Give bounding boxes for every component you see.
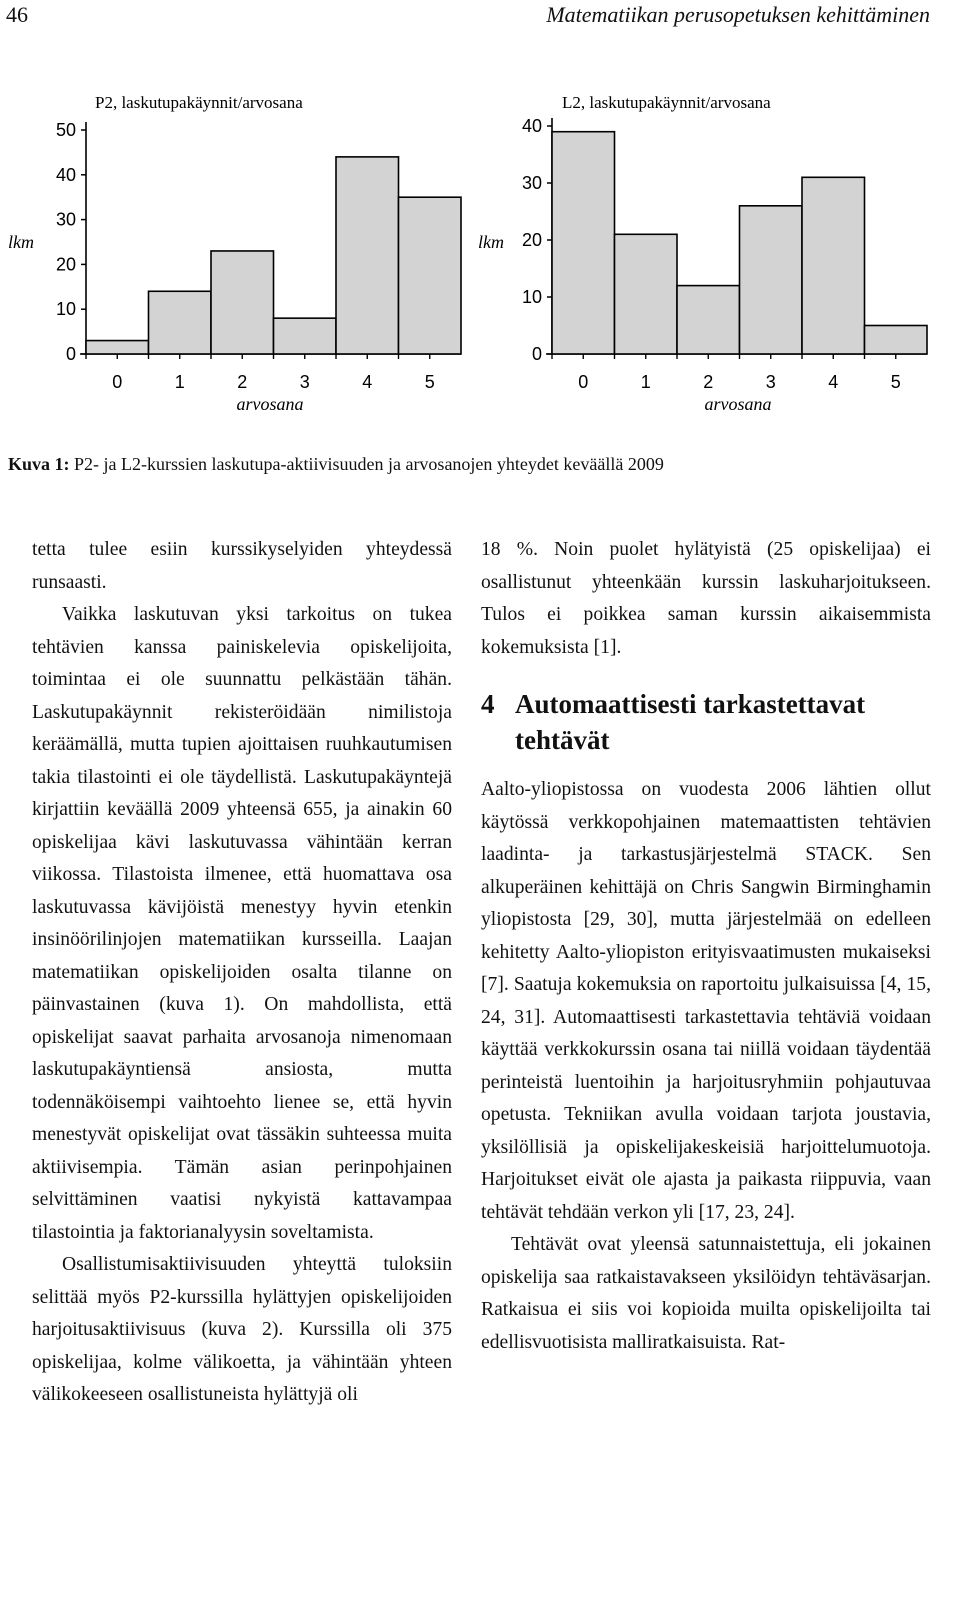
y-tick-label: 10 [55, 299, 76, 320]
paragraph: Aalto-yliopistossa on vuodesta 2006 lähtien ollut käytössä verkkopohjainen matemaattisten tehtävien laadinta- ja tarkastusjärjestelmä STACK. Sen alkuperäinen kehittäjä on Chris Sangwin Birminghamin yliopistosta [29, 30], mutta järjestelmää on edelleen kehitetty Aalto-yliopiston erityisvaatimusten mukaiseksi [7]. Saatuja kokemuksia on raportoitu julkaisuissa [4, 15, 24, 31]. Automaattisesti tarkastettavia tehtäviä voidaan käyttää verkkokurssin osana tai niillä voidaan täydentää perinteistä luentoihin ja harjoitusryhmiin pohjautuvaa opetusta. Tekniikan avulla voidaan tarjota joustavia, yksilöllisiä ja opiskelijakeskeisiä harjoittelumuotoja. Harjoitukset eivät ole ajasta ja paikasta riippuvia, vaan tehtävät tehdään verkon yli [17, 23, 24]. [481, 779, 931, 1223]
x-tick-label: 1 [174, 372, 185, 392]
chart-p2-histogram [0, 80, 470, 420]
y-tick-label: 30 [521, 173, 542, 193]
y-tick-label: 0 [531, 344, 542, 364]
paragraph: tetta tulee esiin kurssikyselyiden yhteydessä runsaasti. [32, 539, 452, 593]
y-tick-label: 30 [55, 209, 76, 230]
y-tick-label: 40 [55, 164, 76, 185]
y-axis-label: lkm [478, 232, 504, 252]
chart-l2-histogram [470, 80, 940, 420]
right-column [481, 534, 931, 1359]
y-tick-label: 10 [521, 287, 542, 307]
histogram-bar [740, 206, 803, 354]
paragraph: Tehtävät ovat yleensä satunnaistettuja, eli jokainen opiskelija saa ratkaistavakseen yksilöidyn tehtäväsarjan. Ratkaisua ei siis voi kopioida muilta opiskelijoilta tai edellisvuotisista malliratkaisuista. Rat- [481, 1234, 931, 1353]
x-tick-label: 2 [703, 372, 714, 392]
histogram-bar [86, 341, 149, 354]
chart-title: L2, laskutupakäynnit/arvosana [562, 93, 771, 112]
histogram-bar [677, 286, 740, 354]
histogram-bar [274, 318, 337, 354]
caption-label: Kuva 1: [8, 454, 70, 474]
x-tick-label: 4 [828, 372, 839, 392]
histogram-bar [399, 197, 462, 354]
page-number: 46 [6, 2, 28, 27]
y-tick-label: 20 [521, 230, 542, 250]
paragraph: 18 %. Noin puolet hylätyistä (25 opiskelijaa) ei osallistunut yhteenkään kurssin laskuharjoitukseen. Tulos ei poikkea saman kurssin aikaisemmista kokemuksista [1]. [481, 539, 931, 658]
page-header [0, 0, 960, 40]
y-tick-label: 50 [55, 120, 76, 140]
histogram-bar [211, 251, 274, 354]
x-tick-label: 1 [640, 372, 651, 392]
x-tick-label: 3 [299, 372, 310, 392]
section-heading [481, 686, 931, 758]
paragraph: Osallistumisaktiivisuuden yhteyttä tuloksiin selittää myös P2-kurssilla hylättyjen opiskelijoiden harjoitusaktiivisuus (kuva 2). Kurssilla oli 375 opiskelijaa, kolme välikoetta, ja vähintään yhteen välikokeeseen osallistuneista hylättyjä oli [32, 1254, 452, 1405]
histogram-bar [149, 291, 212, 354]
y-tick-label: 0 [65, 344, 76, 364]
x-axis-label: arvosana [236, 394, 304, 414]
histogram-bar [552, 132, 615, 354]
figure-caption [8, 451, 948, 477]
caption-text: P2- ja L2-kurssien laskutupa-aktiivisuuden ja arvosanojen yhteydet keväällä 2009 [69, 454, 664, 474]
x-tick-label: 0 [578, 372, 589, 392]
x-tick-label: 5 [890, 372, 901, 392]
chart-title: P2, laskutupakäynnit/arvosana [95, 93, 303, 112]
histogram-bar [336, 157, 399, 354]
histogram-bar [865, 326, 928, 355]
x-tick-label: 5 [424, 372, 435, 392]
figure-1 [0, 80, 960, 430]
x-axis-label: arvosana [704, 394, 772, 414]
x-tick-label: 0 [112, 372, 123, 392]
histogram-bar [802, 177, 865, 354]
section-title: Automaattisesti tarkastettavat tehtävät [515, 689, 866, 755]
y-axis-label: lkm [8, 232, 34, 252]
left-column [32, 534, 452, 1412]
y-tick-label: 20 [55, 254, 76, 275]
histogram-bar [615, 234, 678, 354]
running-title: Matematiikan perusopetuksen kehittäminen [546, 2, 930, 27]
y-tick-label: 40 [521, 116, 542, 136]
paragraph: Vaikka laskutuvan yksi tarkoitus on tukea tehtävien kanssa painiskelevia opiskelijoita, toimintaa ei ole suunnattu pelkästään tähän. Laskutupakäynnit rekisteröidään nimilistoja keräämällä, mutta tupien ajoittaisen ruuhkautumisen takia tilastointi ei ole täydellistä. Laskutupakäyntejä kirjattiin keväällä 2009 yhteensä 655, ja ainakin 60 opiskelijaa kävi laskutuvassa vähintään kerran viikossa. Tilastoista ilmenee, että huomattava osa laskutuvassa kävijöistä menestyy hyvin etenkin insinöörilinjojen matematiikan kursseilla. Laajan matematiikan opiskelijoiden osalta tilanne on päinvastainen (kuva 1). On mahdollista, että opiskelijat saavat parhaita arvosanoja nimenomaan laskutupakäyntiensä ansiosta, mutta todennäköisempi vaihtoehto lienee se, että hyvin menestyvät opiskelijat ovat tässäkin suhteessa muita aktiivisempia. Tämän asian perinpohjainen selvittäminen vaatisi nykyistä kattavampaa tilastointia ja faktorianalyysin soveltamista. [32, 604, 452, 1243]
x-tick-label: 4 [362, 372, 373, 392]
x-tick-label: 2 [237, 372, 248, 392]
section-number: 4 [481, 689, 495, 719]
x-tick-label: 3 [765, 372, 776, 392]
